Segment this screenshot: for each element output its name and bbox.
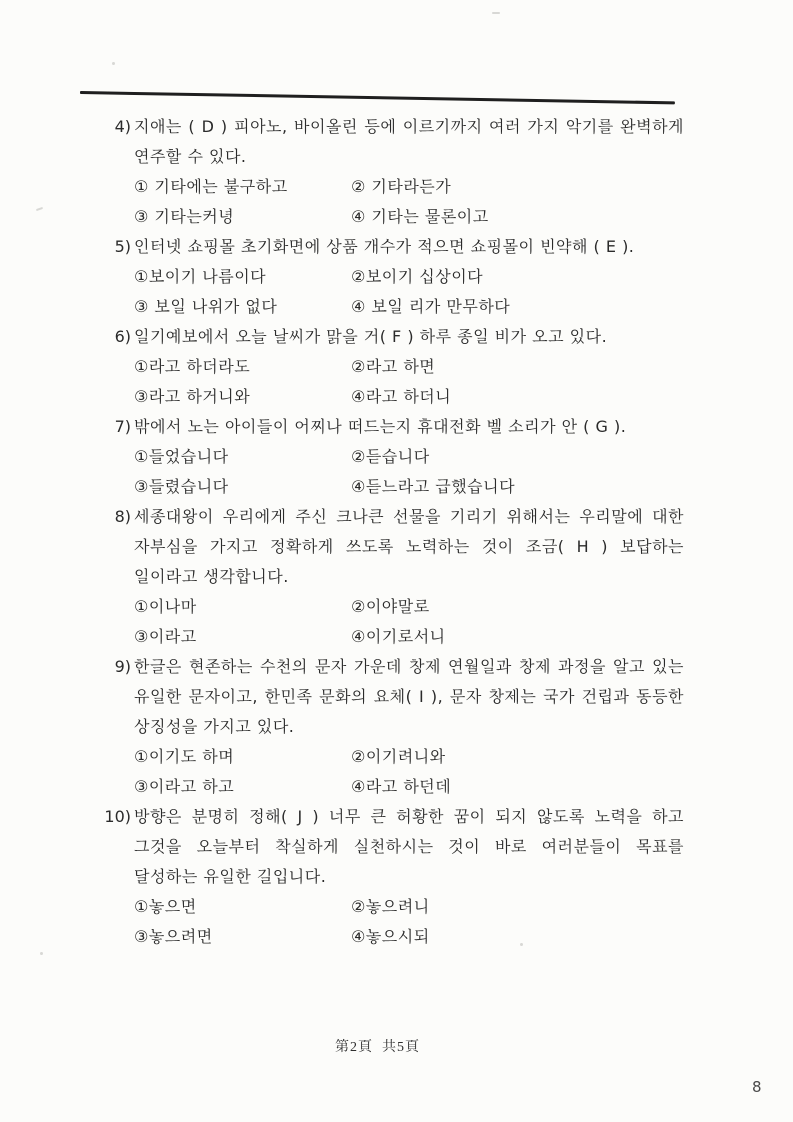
scan-speck bbox=[36, 207, 43, 211]
question-number: 7) bbox=[114, 417, 131, 436]
footer-page-indicator: 第2頁 共5頁 bbox=[335, 1040, 420, 1055]
question-number: 10) bbox=[104, 807, 131, 826]
options-grid bbox=[134, 592, 684, 652]
question-number: 9) bbox=[114, 657, 131, 676]
options-grid bbox=[134, 892, 684, 952]
option-2: ②이야말로 bbox=[351, 597, 430, 616]
option-4: ④놓으시되 bbox=[351, 927, 430, 946]
option-4: ④이기로서니 bbox=[351, 627, 446, 646]
option-4: ④라고 하던데 bbox=[351, 777, 452, 796]
question-text: 방향은 분명히 정해( J ) 너무 큰 허황한 꿈이 되지 않도록 노력을 하고 그것을 오늘부터 착실하게 실천하시는 것이 바로 여러분들이 목표를 달성하는 유일한 길입니다. bbox=[134, 807, 684, 886]
question-number: 8) bbox=[114, 507, 131, 526]
question-text: 지애는 ( D ) 피아노, 바이올린 등에 이르기까지 여러 가지 악기를 완벽하게 연주할 수 있다. bbox=[134, 117, 684, 166]
option-3: ③놓으려면 bbox=[134, 927, 213, 946]
question-6 bbox=[104, 322, 684, 412]
question-number: 4) bbox=[114, 117, 131, 136]
option-3: ③ 보일 나위가 없다 bbox=[134, 297, 278, 316]
option-3: ③이라고 하고 bbox=[134, 777, 235, 796]
corner-page-number: 8 bbox=[752, 1078, 762, 1096]
question-text: 밖에서 노는 아이들이 어찌나 떠드는지 휴대전화 벨 소리가 안 ( G ). bbox=[134, 417, 627, 436]
question-number: 6) bbox=[114, 327, 131, 346]
option-2: ②놓으려니 bbox=[351, 897, 430, 916]
question-9 bbox=[104, 652, 684, 802]
question-4 bbox=[104, 112, 684, 232]
question-7 bbox=[104, 412, 684, 502]
option-2: ②보이기 십상이다 bbox=[351, 267, 484, 286]
option-2: ②이기려니와 bbox=[351, 747, 446, 766]
question-8 bbox=[104, 502, 684, 652]
question-5 bbox=[104, 232, 684, 322]
question-number: 5) bbox=[114, 237, 131, 256]
option-1: ① 기타에는 불구하고 bbox=[134, 177, 288, 196]
option-4: ④듣느라고 급했습니다 bbox=[351, 477, 516, 496]
options-grid bbox=[134, 172, 684, 232]
option-2: ②듣습니다 bbox=[351, 447, 430, 466]
question-list bbox=[104, 112, 684, 952]
option-2: ② 기타라든가 bbox=[351, 177, 452, 196]
option-4: ④ 보일 리가 만무하다 bbox=[351, 297, 511, 316]
option-1: ①이기도 하며 bbox=[134, 747, 235, 766]
option-3: ③라고 하거니와 bbox=[134, 387, 251, 406]
option-3: ③이라고 bbox=[134, 627, 197, 646]
options-grid bbox=[134, 262, 684, 322]
option-1: ①이나마 bbox=[134, 597, 197, 616]
scan-speck bbox=[492, 12, 500, 14]
scan-speck bbox=[112, 62, 115, 65]
option-2: ②라고 하면 bbox=[351, 357, 436, 376]
question-text: 한글은 현존하는 수천의 문자 가운데 창제 연월일과 창제 과정을 알고 있는 유일한 문자이고, 한민족 문화의 요체( I ), 문자 창제는 국가 건립과 동등한 상징성을 가지고 있다. bbox=[134, 657, 684, 736]
option-3: ③들렸습니다 bbox=[134, 477, 229, 496]
option-1: ①놓으면 bbox=[134, 897, 197, 916]
option-4: ④ 기타는 물론이고 bbox=[351, 207, 489, 226]
option-3: ③ 기타는커녕 bbox=[134, 207, 235, 226]
question-text: 일기예보에서 오늘 날씨가 맑을 거( F ) 하루 종일 비가 오고 있다. bbox=[134, 327, 608, 346]
option-4: ④라고 하더니 bbox=[351, 387, 452, 406]
question-text: 인터넷 쇼핑몰 초기화면에 상품 개수가 적으면 쇼핑몰이 빈약해 ( E ). bbox=[134, 237, 635, 256]
option-1: ①보이기 나름이다 bbox=[134, 267, 267, 286]
header-divider-line bbox=[80, 91, 675, 104]
options-grid bbox=[134, 352, 684, 412]
options-grid bbox=[134, 442, 684, 502]
scan-speck bbox=[40, 952, 43, 955]
option-1: ①라고 하더라도 bbox=[134, 357, 251, 376]
question-10 bbox=[104, 802, 684, 952]
option-1: ①들었습니다 bbox=[134, 447, 229, 466]
options-grid bbox=[134, 742, 684, 802]
question-text: 세종대왕이 우리에게 주신 크나큰 선물을 기리기 위해서는 우리말에 대한 자부심을 가지고 정확하게 쓰도록 노력하는 것이 조금( H ) 보답하는 일이라고 생각합니다. bbox=[134, 507, 684, 586]
